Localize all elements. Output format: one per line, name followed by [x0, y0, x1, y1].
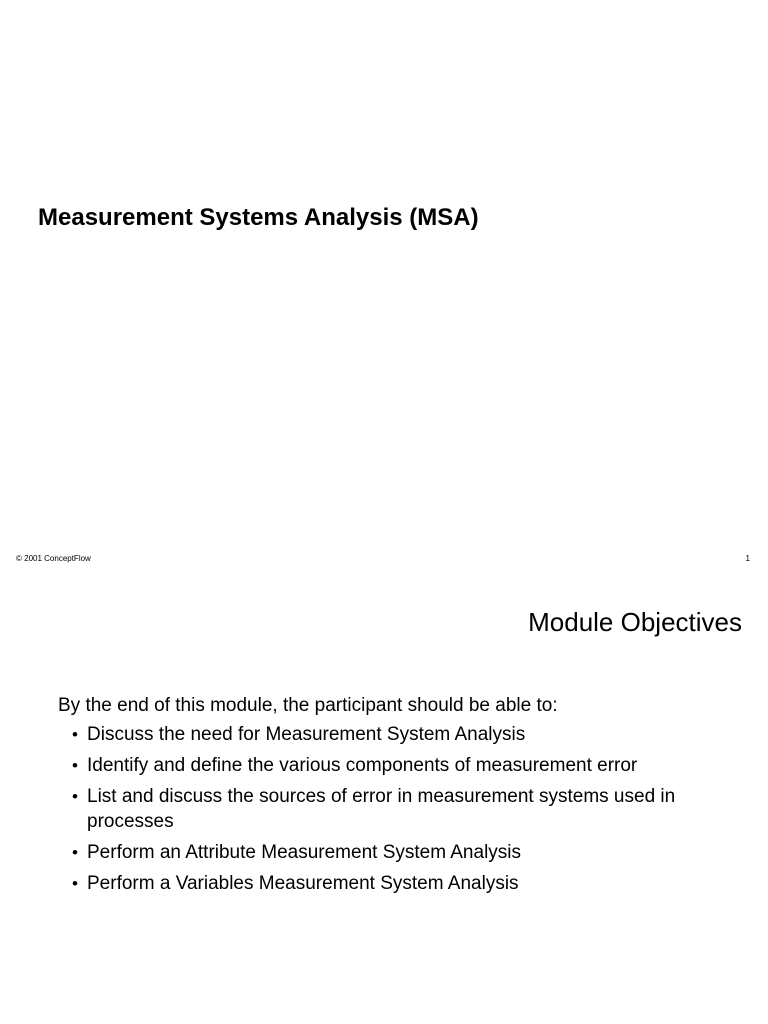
- bullet-icon: •: [72, 725, 78, 744]
- objective-text: List and discuss the sources of error in measurement systems used in processes: [87, 786, 676, 832]
- slide-title: Measurement Systems Analysis (MSA): [38, 204, 479, 231]
- copyright-footer: © 2001 ConceptFlow: [16, 554, 91, 563]
- objectives-list: [72, 722, 742, 902]
- bullet-icon: •: [72, 874, 78, 893]
- slide-title: Module Objectives: [528, 607, 742, 637]
- bullet-icon: •: [72, 787, 78, 806]
- bullet-icon: •: [72, 843, 78, 862]
- bullet-icon: •: [72, 756, 78, 775]
- slide-module-objectives: [0, 576, 768, 1024]
- objective-text: Perform a Variables Measurement System Analysis: [87, 873, 519, 894]
- objective-item: [72, 753, 742, 778]
- objective-text: Perform an Attribute Measurement System Analysis: [87, 842, 522, 863]
- objectives-intro: By the end of this module, the participant should be able to:: [58, 695, 558, 716]
- objective-text: Identify and define the various components of measurement error: [87, 755, 638, 776]
- objective-text: Discuss the need for Measurement System Analysis: [87, 724, 526, 745]
- page-number: 1: [745, 554, 750, 563]
- objective-item: [72, 840, 742, 865]
- objective-item: [72, 784, 742, 834]
- objective-item: [72, 722, 742, 747]
- objective-item: [72, 871, 742, 896]
